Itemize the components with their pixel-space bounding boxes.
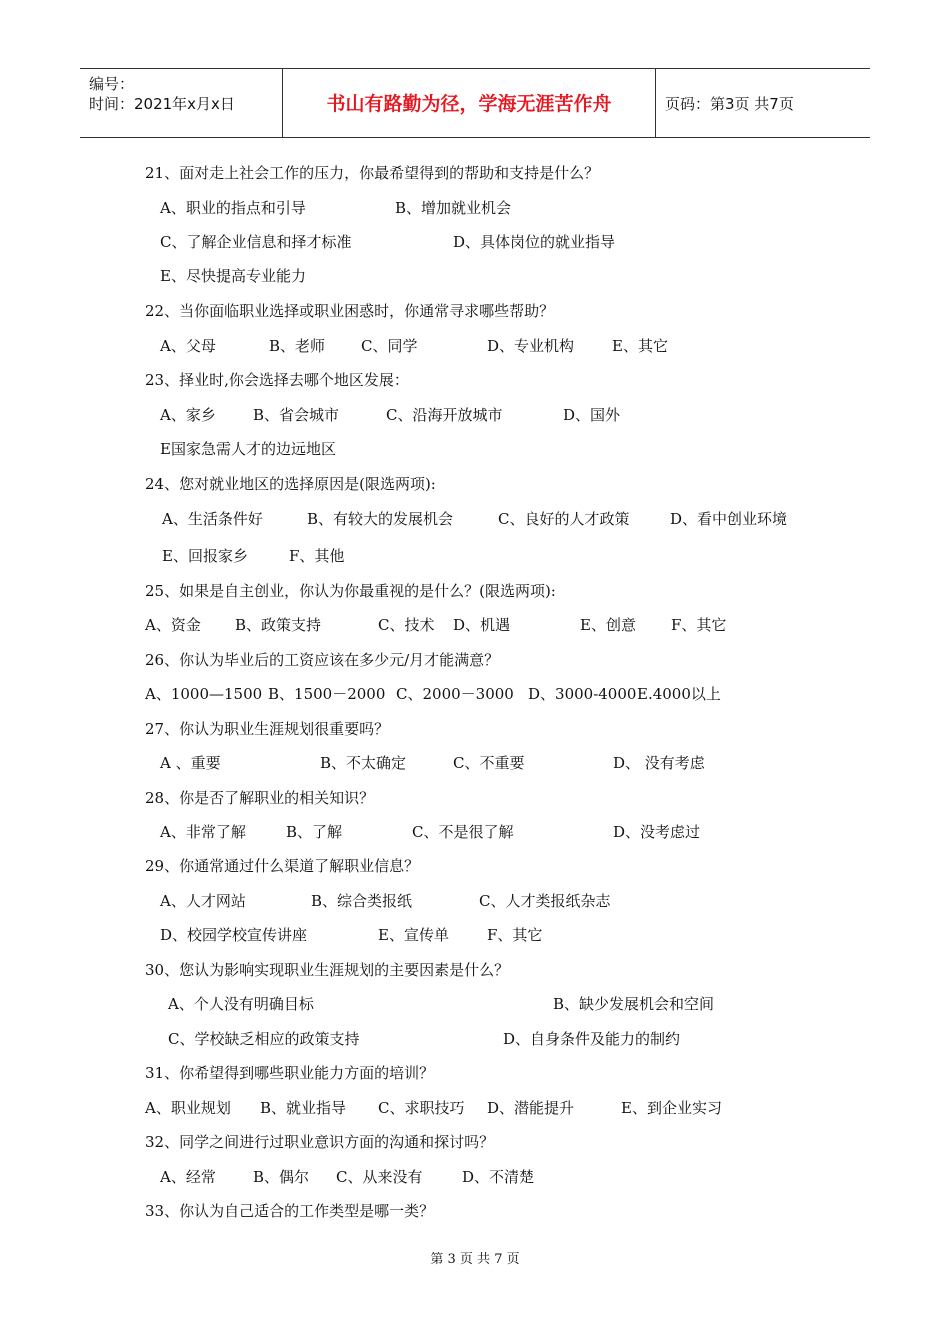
option-21-a: A、职业的指点和引导 (160, 199, 306, 217)
option-25-d: D、机遇 (453, 616, 511, 634)
option-27-c: C、不重要 (453, 754, 525, 772)
option-31-a: A、职业规划 (145, 1099, 231, 1117)
option-21-d: D、具体岗位的就业指导 (453, 233, 616, 251)
question-29: 29、你通常通过什么渠道了解职业信息？ (145, 857, 420, 875)
option-24-e: E、回报家乡 (162, 547, 248, 565)
option-22-b: B、老师 (269, 337, 326, 355)
option-29-e: E、宣传单 (378, 926, 449, 944)
option-24-a: A、生活条件好 (162, 510, 263, 528)
option-25-c: C、技术 (378, 616, 435, 634)
option-24-b: B、有较大的发展机会 (307, 510, 454, 528)
option-22-c: C、同学 (361, 337, 418, 355)
page-header (80, 68, 870, 138)
option-29-c: C、人才类报纸杂志 (479, 892, 611, 910)
page-code: 页码：第3页 共7页 (665, 95, 794, 113)
question-21: 21、面对走上社会工作的压力，你最希望得到的帮助和支持是什么？ (145, 164, 600, 182)
option-25-f: F、其它 (671, 616, 727, 634)
option-23-d: D、国外 (563, 406, 621, 424)
question-23: 23、择业时,你会选择去哪个地区发展： (145, 371, 409, 389)
option-21-c: C、了解企业信息和择才标准 (160, 233, 352, 251)
option-24-d: D、看中创业环境 (670, 510, 788, 528)
option-30-a: A、个人没有明确目标 (168, 995, 314, 1013)
question-24: 24、您对就业地区的选择原因是(限选两项): (145, 475, 436, 493)
option-32-d: D、不清楚 (462, 1168, 535, 1186)
option-27-d: D、 没有考虑 (613, 754, 705, 772)
option-21-b: B、增加就业机会 (395, 199, 512, 217)
option-26-e: E.4000以上 (637, 685, 721, 703)
option-31-e: E、到企业实习 (621, 1099, 722, 1117)
option-22-d: D、专业机构 (487, 337, 575, 355)
option-25-b: B、政策支持 (235, 616, 322, 634)
option-21-e: E、尽快提高专业能力 (160, 267, 306, 285)
option-22-a: A、父母 (160, 337, 216, 355)
option-26-c: C、2000－3000 (396, 685, 514, 703)
option-28-c: C、不是很了解 (412, 823, 514, 841)
question-32: 32、同学之间进行过职业意识方面的沟通和探讨吗？ (145, 1133, 495, 1151)
option-28-d: D、没考虑过 (613, 823, 701, 841)
header-page-cell (655, 69, 870, 137)
option-32-b: B、偶尔 (253, 1168, 310, 1186)
option-29-a: A、人才网站 (160, 892, 246, 910)
option-23-a: A、家乡 (160, 406, 216, 424)
option-23-c: C、沿海开放城市 (386, 406, 503, 424)
option-27-a: A 、重要 (160, 754, 221, 772)
option-24-c: C、良好的人才政策 (498, 510, 630, 528)
page-footer: 第 3 页 共 7 页 (430, 1252, 520, 1267)
motto: 书山有路勤为径，学海无涯苦作舟 (326, 93, 612, 115)
question-26: 26、你认为毕业后的工资应该在多少元/月才能满意？ (145, 651, 500, 669)
question-22: 22、当你面临职业选择或职业困惑时，你通常寻求哪些帮助？ (145, 302, 555, 320)
option-31-c: C、求职技巧 (378, 1099, 465, 1117)
option-32-a: A、经常 (160, 1168, 216, 1186)
question-27: 27、你认为职业生涯规划很重要吗？ (145, 720, 390, 738)
option-30-d: D、自身条件及能力的制约 (503, 1030, 681, 1048)
option-26-d: D、3000-4000 (528, 685, 637, 703)
option-25-a: A、资金 (145, 616, 201, 634)
option-29-b: B、综合类报纸 (311, 892, 413, 910)
option-29-f: F、其它 (487, 926, 543, 944)
option-28-b: B、了解 (286, 823, 343, 841)
option-26-a: A、1000—1500 (145, 685, 263, 703)
question-25: 25、如果是自主创业，你认为你最重视的是什么？(限选两项): (145, 582, 556, 600)
question-31: 31、你希望得到哪些职业能力方面的培训？ (145, 1064, 435, 1082)
option-23-e: E国家急需人才的边远地区 (160, 440, 336, 458)
header-motto-cell (282, 69, 656, 137)
question-30: 30、您认为影响实现职业生涯规划的主要因素是什么？ (145, 961, 510, 979)
option-31-d: D、潜能提升 (487, 1099, 575, 1117)
question-33: 33、你认为自己适合的工作类型是哪一类？ (145, 1202, 435, 1220)
option-25-e: E、创意 (580, 616, 636, 634)
option-26-b: B、1500－2000 (268, 685, 386, 703)
option-32-c: C、从来没有 (336, 1168, 423, 1186)
option-24-f: F、其他 (289, 547, 345, 565)
option-28-a: A、非常了解 (160, 823, 246, 841)
option-29-d: D、校园学校宣传讲座 (160, 926, 308, 944)
time-label: 时间：2021年x月x日 (89, 95, 235, 113)
option-30-c: C、学校缺乏相应的政策支持 (168, 1030, 360, 1048)
option-22-e: E、其它 (612, 337, 668, 355)
question-28: 28、你是否了解职业的相关知识？ (145, 789, 375, 807)
header-meta (80, 69, 282, 137)
number-label: 编号： (89, 75, 135, 93)
option-23-b: B、省会城市 (253, 406, 340, 424)
option-27-b: B、不太确定 (320, 754, 407, 772)
option-31-b: B、就业指导 (260, 1099, 347, 1117)
option-30-b: B、缺少发展机会和空间 (553, 995, 715, 1013)
